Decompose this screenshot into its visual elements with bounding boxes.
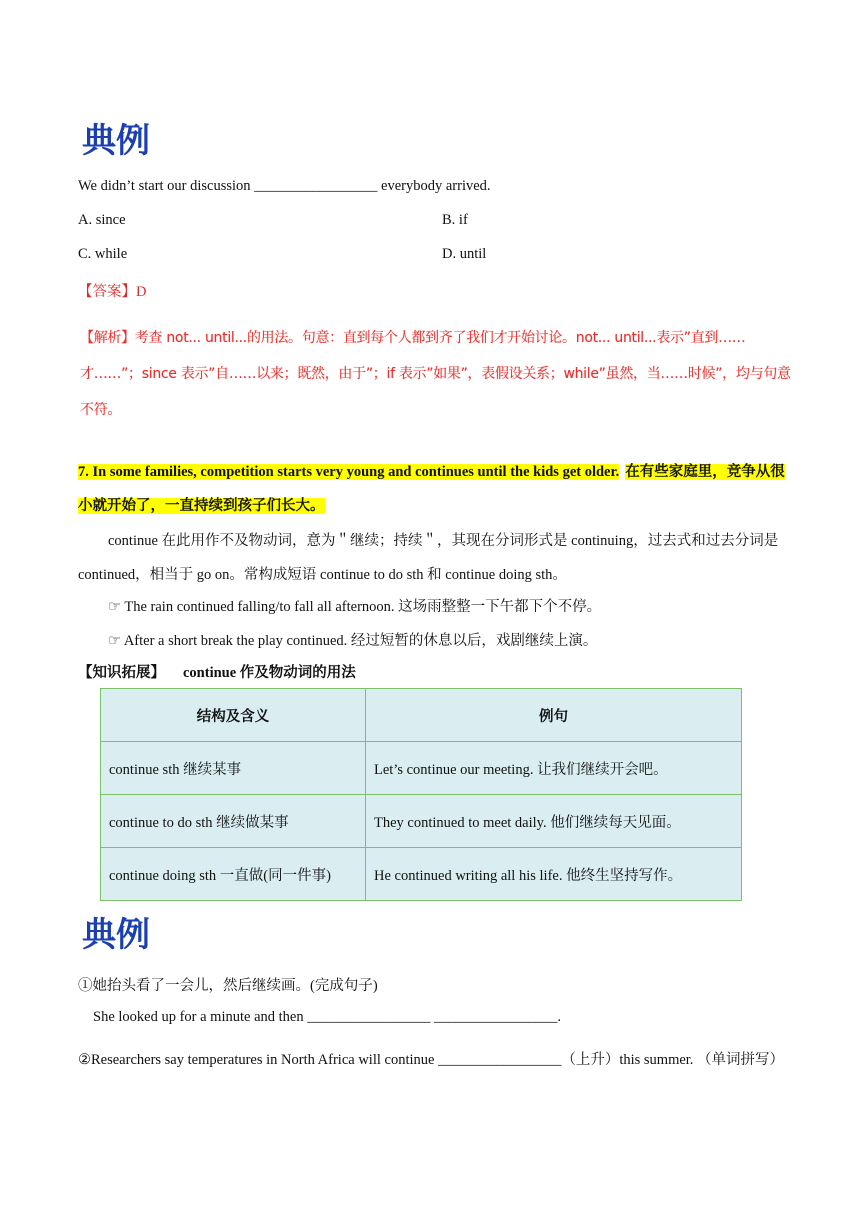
knowledge-extension-label: 【知识拓展】 bbox=[78, 665, 165, 681]
table-row bbox=[101, 795, 742, 848]
svg-text:典例: 典例 bbox=[82, 915, 150, 954]
example-sentence-1: ☞ The rain continued falling/to fall all afternoon. 这场雨整整一下午都下个不停。 bbox=[108, 599, 602, 615]
question-text: We didn’t start our discussion _________________ everybody arrived. bbox=[78, 178, 491, 194]
exercise-1-prompt: ①她抬头看了一会儿，然后继续画。(完成句子) bbox=[78, 978, 378, 994]
table-cell: They continued to meet daily. 他们继续每天见面。 bbox=[366, 795, 742, 848]
option-d: D. until bbox=[442, 246, 487, 262]
table-cell: continue doing sth 一直做(同一件事) bbox=[101, 848, 366, 901]
knowledge-extension-title bbox=[78, 661, 356, 682]
item-7-heading bbox=[78, 455, 790, 523]
knowledge-extension-topic: continue 作及物动词的用法 bbox=[183, 665, 356, 681]
usage-table bbox=[100, 688, 742, 901]
table-row bbox=[101, 848, 742, 901]
exercise-2-prompt: ②Researchers say temperatures in North Africa will continue _________________（上升）this summer. （单词拼写） bbox=[78, 1052, 785, 1068]
table-header-example: 例句 bbox=[366, 689, 742, 742]
example-logo bbox=[80, 912, 164, 954]
answer-label: 【答案】D bbox=[78, 284, 147, 300]
analysis-text: 【解析】考查 not... until...的用法。句意：直到每个人都到齐了我们才开始讨论。not... until...表示”直到……才……”；since 表示”自……以来；既然，由于”；if 表示”如果”，表假设关系；while”虽然，当……时候”，均与句意不符。 bbox=[80, 330, 791, 418]
option-b: B. if bbox=[442, 212, 468, 228]
explanation-paragraph: continue 在此用作不及物动词，意为＂继续；持续＂，其现在分词形式是 continuing，过去式和过去分词是 continued，相当于 go on。常构成短语 continue to do sth 和 continue doing sth。 bbox=[78, 533, 779, 583]
table-cell: continue to do sth 继续做某事 bbox=[101, 795, 366, 848]
table-row bbox=[101, 742, 742, 795]
item-7-heading-zh: 在有些家庭里，竞争从很小就开始了，一直持续到孩子们长大。 bbox=[78, 464, 785, 514]
option-c: C. while bbox=[78, 246, 128, 262]
table-cell: He continued writing all his life. 他终生坚持写作。 bbox=[366, 848, 742, 901]
option-a: A. since bbox=[78, 212, 126, 228]
table-cell: continue sth 继续某事 bbox=[101, 742, 366, 795]
table-cell: Let’s continue our meeting. 让我们继续开会吧。 bbox=[366, 742, 742, 795]
example-logo bbox=[80, 118, 164, 160]
item-7-heading-en: 7. In some families, competition starts very young and continues until the kids get older. bbox=[78, 464, 620, 480]
table-header-structure: 结构及含义 bbox=[101, 689, 366, 742]
svg-text:典例: 典例 bbox=[82, 121, 150, 160]
exercise-1-sentence: She looked up for a minute and then _________________ _________________. bbox=[93, 1009, 561, 1025]
example-sentence-2: ☞ After a short break the play continued. 经过短暂的休息以后，戏剧继续上演。 bbox=[108, 633, 598, 649]
table-header-row bbox=[101, 689, 742, 742]
